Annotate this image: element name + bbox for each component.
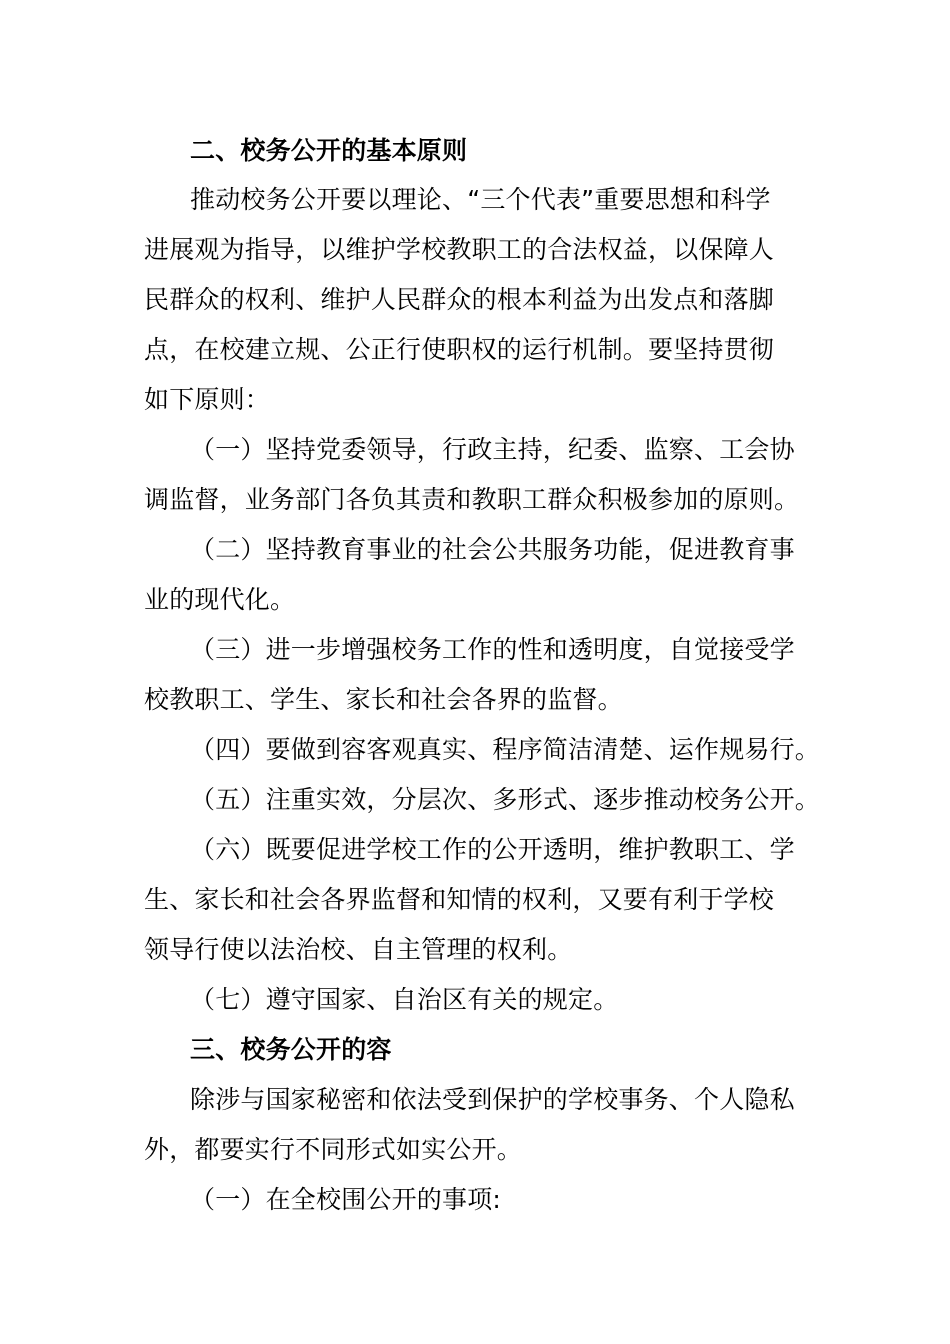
principle-3-line-2: 校教职工、学生、家长和社会各界的监督。 bbox=[144, 685, 623, 714]
principle-7: （七）遵守国家、自治区有关的规定。 bbox=[190, 985, 619, 1014]
principle-3-line-1: （三）进一步增强校务工作的性和透明度，自觉接受学 bbox=[190, 635, 795, 664]
section-3-intro-line-1: 除涉与国家秘密和依法受到保护的学校事务、个人隐私 bbox=[190, 1085, 795, 1114]
principle-2-line-1: （二）坚持教育事业的社会公共服务功能，促进教育事 bbox=[190, 535, 795, 564]
principle-6-line-2: 生、家长和社会各界监督和知情的权利，又要有利于学校 bbox=[144, 885, 775, 914]
section-3-heading: 三、校务公开的容 bbox=[190, 1035, 392, 1064]
principle-2-line-2: 业的现代化。 bbox=[144, 585, 296, 614]
section-2-heading: 二、校务公开的基本原则 bbox=[190, 136, 468, 165]
section-2-intro-line-5: 如下原则： bbox=[144, 385, 271, 414]
section-3-intro-line-2: 外，都要实行不同形式如实公开。 bbox=[144, 1135, 523, 1164]
principle-5: （五）注重实效，分层次、多形式、逐步推动校务公开。 bbox=[190, 785, 821, 814]
section-3-item-1: （一）在全校围公开的事项: bbox=[190, 1185, 502, 1214]
principle-1-line-1: （一）坚持党委领导，行政主持，纪委、监察、工会协 bbox=[190, 435, 795, 464]
section-2-intro-line-1: 推动校务公开要以理论、“三个代表”重要思想和科学 bbox=[190, 185, 771, 214]
section-2-intro-line-3: 民群众的权利、维护人民群众的根本利益为出发点和落脚 bbox=[144, 285, 775, 314]
principle-1-line-2: 调监督，业务部门各负其责和教职工群众积极参加的原则。 bbox=[144, 485, 800, 514]
section-2-intro-line-4: 点，在校建立规、公正行使职权的运行机制。要坚持贯彻 bbox=[144, 335, 775, 364]
principle-6-line-1: （六）既要促进学校工作的公开透明，维护教职工、学 bbox=[190, 835, 795, 864]
section-2-intro-line-2: 进展观为指导，以维护学校教职工的合法权益，以保障人 bbox=[144, 235, 775, 264]
principle-4: （四）要做到容客观真实、程序简洁清楚、运作规易行。 bbox=[190, 735, 821, 764]
principle-6-line-3: 领导行使以法治校、自主管理的权利。 bbox=[144, 935, 573, 964]
